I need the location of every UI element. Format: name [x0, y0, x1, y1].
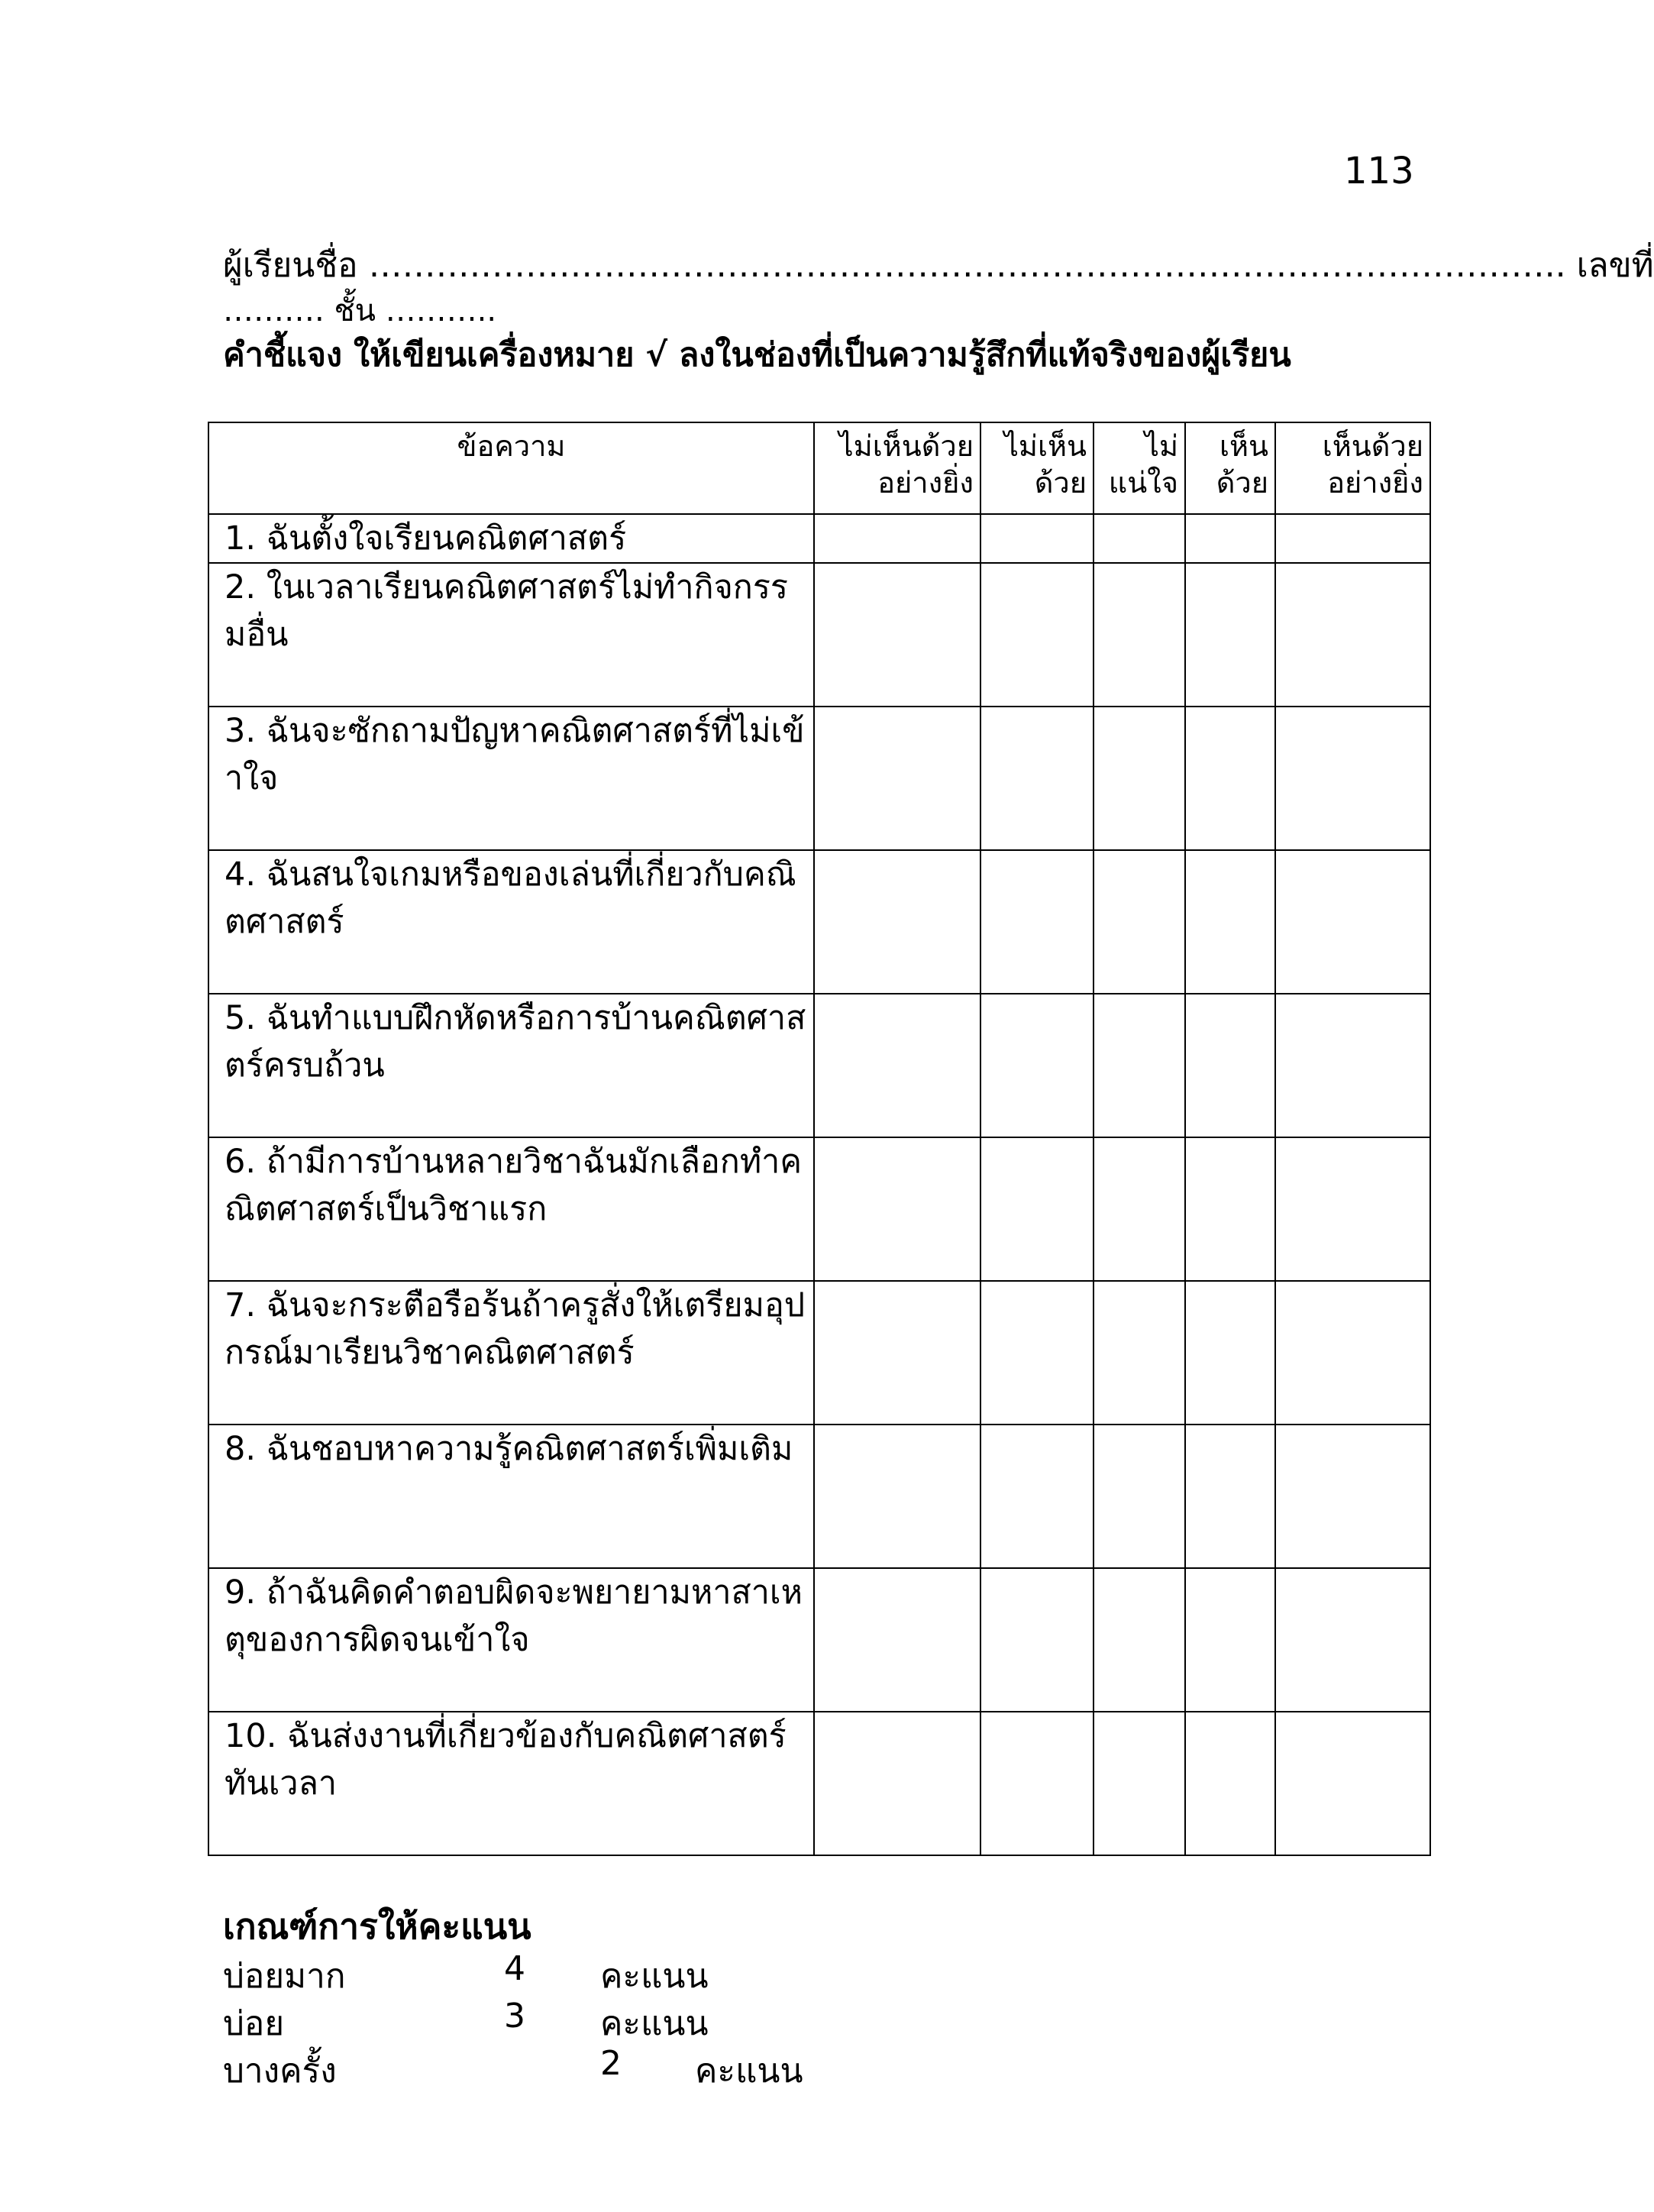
class-label: ชั้น	[334, 293, 376, 328]
answer-cell-not-sure[interactable]	[1094, 1712, 1185, 1855]
criteria-unit: คะแนน	[600, 2004, 709, 2043]
criteria-unit: คะแนน	[600, 1957, 709, 1996]
table-row	[208, 563, 1430, 707]
answer-cell-not-sure[interactable]	[1094, 1137, 1185, 1281]
answer-cell-strongly-agree[interactable]	[1275, 1712, 1430, 1855]
table-row	[208, 1712, 1430, 1855]
answer-cell-strongly-disagree[interactable]	[814, 563, 980, 707]
criteria-label: บ่อยมาก	[223, 1957, 346, 1996]
answer-cell-not-sure[interactable]	[1094, 1281, 1185, 1425]
table-row	[208, 994, 1430, 1137]
answer-cell-not-sure[interactable]	[1094, 563, 1185, 707]
table-row	[208, 514, 1430, 563]
table-row	[208, 1137, 1430, 1281]
statement-cell: 4. ฉันสนใจเกมหรือของเล่นที่เกี่ยวกับคณิตศาสตร์	[208, 850, 814, 994]
answer-cell-disagree[interactable]	[980, 850, 1094, 994]
table-row	[208, 1425, 1430, 1568]
name-blank[interactable]: ……………………………………………………………………………………………..	[368, 246, 1566, 285]
class-blank[interactable]: ………..	[385, 293, 497, 328]
answer-cell-agree[interactable]	[1185, 994, 1275, 1137]
answer-cell-disagree[interactable]	[980, 514, 1094, 563]
answer-cell-not-sure[interactable]	[1094, 1425, 1185, 1568]
answer-cell-strongly-agree[interactable]	[1275, 994, 1430, 1137]
answer-cell-disagree[interactable]	[980, 1712, 1094, 1855]
answer-cell-strongly-disagree[interactable]	[814, 1281, 980, 1425]
criteria-score: 2	[600, 2044, 622, 2083]
header-statement: ข้อความ	[208, 422, 814, 514]
answer-cell-strongly-agree[interactable]	[1275, 563, 1430, 707]
answer-cell-strongly-agree[interactable]	[1275, 1425, 1430, 1568]
answer-cell-agree[interactable]	[1185, 707, 1275, 850]
table-row	[208, 1568, 1430, 1712]
answer-cell-not-sure[interactable]	[1094, 994, 1185, 1137]
statement-cell: 3. ฉันจะซักถามปัญหาคณิตศาสตร์ที่ไม่เข้าใจ	[208, 707, 814, 850]
statement-cell: 2. ในเวลาเรียนคณิตศาสตร์ไม่ทำกิจกรรมอื่น	[208, 563, 814, 707]
attitude-survey-table	[208, 422, 1431, 1856]
criteria-title: เกณฑ์การให้คะแนน	[223, 1906, 531, 1947]
answer-cell-agree[interactable]	[1185, 563, 1275, 707]
answer-cell-strongly-disagree[interactable]	[814, 514, 980, 563]
answer-cell-not-sure[interactable]	[1094, 514, 1185, 563]
number-class-line	[223, 286, 496, 335]
statement-cell: 9. ถ้าฉันคิดคำตอบผิดจะพยายามหาสาเหตุของการผิดจนเข้าใจ	[208, 1568, 814, 1712]
header-not-sure: ไม่แน่ใจ	[1094, 422, 1185, 514]
name-label: ผู้เรียนชื่อ	[223, 246, 358, 285]
answer-cell-strongly-disagree[interactable]	[814, 1137, 980, 1281]
number-label: เลขที่	[1576, 246, 1654, 285]
table-header-row	[208, 422, 1430, 514]
answer-cell-agree[interactable]	[1185, 1281, 1275, 1425]
answer-cell-not-sure[interactable]	[1094, 707, 1185, 850]
answer-cell-disagree[interactable]	[980, 1568, 1094, 1712]
answer-cell-strongly-disagree[interactable]	[814, 1425, 980, 1568]
table-row	[208, 707, 1430, 850]
page-number: 113	[1344, 150, 1414, 192]
criteria-label: บ่อย	[223, 2004, 285, 2043]
answer-cell-agree[interactable]	[1185, 514, 1275, 563]
answer-cell-strongly-disagree[interactable]	[814, 994, 980, 1137]
criteria-label: บางครั้ง	[223, 2052, 337, 2091]
statement-cell: 6. ถ้ามีการบ้านหลายวิชาฉันมักเลือกทำคณิตศาสตร์เป็นวิชาแรก	[208, 1137, 814, 1281]
criteria-score: 3	[504, 1997, 525, 2036]
statement-cell: 7. ฉันจะกระตือรือร้นถ้าครูสั่งให้เตรียมอุปกรณ์มาเรียนวิชาคณิตศาสตร์	[208, 1281, 814, 1425]
statement-cell: 8. ฉันชอบหาความรู้คณิตศาสตร์เพิ่มเติม	[208, 1425, 814, 1568]
table-row	[208, 1281, 1430, 1425]
statement-cell: 1. ฉันตั้งใจเรียนคณิตศาสตร์	[208, 514, 814, 563]
answer-cell-disagree[interactable]	[980, 1137, 1094, 1281]
answer-cell-not-sure[interactable]	[1094, 1568, 1185, 1712]
header-disagree: ไม่เห็นด้วย	[980, 422, 1094, 514]
answer-cell-strongly-disagree[interactable]	[814, 1568, 980, 1712]
table-row	[208, 850, 1430, 994]
answer-cell-strongly-agree[interactable]	[1275, 1568, 1430, 1712]
answer-cell-disagree[interactable]	[980, 1281, 1094, 1425]
answer-cell-strongly-agree[interactable]	[1275, 514, 1430, 563]
student-name-line	[223, 238, 1654, 292]
answer-cell-strongly-disagree[interactable]	[814, 850, 980, 994]
answer-cell-strongly-agree[interactable]	[1275, 707, 1430, 850]
header-strongly-agree: เห็นด้วยอย่างยิ่ง	[1275, 422, 1430, 514]
answer-cell-agree[interactable]	[1185, 1712, 1275, 1855]
answer-cell-disagree[interactable]	[980, 1425, 1094, 1568]
statement-cell: 5. ฉันทำแบบฝึกหัดหรือการบ้านคณิตศาสตร์ครบถ้วน	[208, 994, 814, 1137]
answer-cell-strongly-disagree[interactable]	[814, 1712, 980, 1855]
criteria-score: 4	[504, 1949, 525, 1988]
answer-cell-strongly-disagree[interactable]	[814, 707, 980, 850]
answer-cell-disagree[interactable]	[980, 563, 1094, 707]
answer-cell-not-sure[interactable]	[1094, 850, 1185, 994]
answer-cell-strongly-agree[interactable]	[1275, 1137, 1430, 1281]
answer-cell-agree[interactable]	[1185, 1568, 1275, 1712]
instruction-text: คำชี้แจง ให้เขียนเครื่องหมาย √ ลงในช่องที่เป็นความรู้สึกที่แท้จริงของผู้เรียน	[223, 336, 1291, 374]
answer-cell-agree[interactable]	[1185, 1425, 1275, 1568]
criteria-unit: คะแนน	[695, 2052, 803, 2091]
answer-cell-disagree[interactable]	[980, 994, 1094, 1137]
header-strongly-disagree: ไม่เห็นด้วยอย่างยิ่ง	[814, 422, 980, 514]
answer-cell-agree[interactable]	[1185, 1137, 1275, 1281]
answer-cell-disagree[interactable]	[980, 707, 1094, 850]
answer-cell-strongly-agree[interactable]	[1275, 1281, 1430, 1425]
statement-cell: 10. ฉันส่งงานที่เกี่ยวข้องกับคณิตศาสตร์ทันเวลา	[208, 1712, 814, 1855]
answer-cell-strongly-agree[interactable]	[1275, 850, 1430, 994]
number-blank[interactable]: ……….	[223, 293, 325, 328]
header-agree: เห็นด้วย	[1185, 422, 1275, 514]
answer-cell-agree[interactable]	[1185, 850, 1275, 994]
